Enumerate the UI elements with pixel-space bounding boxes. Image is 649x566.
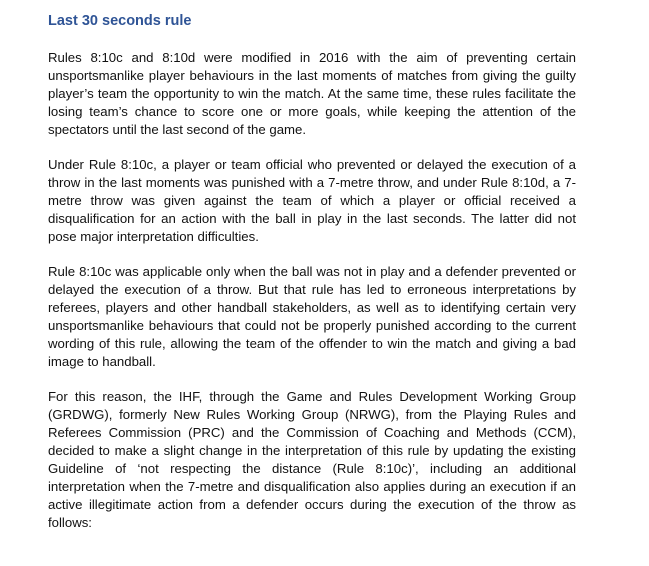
section-heading: Last 30 seconds rule (48, 13, 192, 29)
paragraph-2: Under Rule 8:10c, a player or team official who prevented or delayed the execution of a throw in the last moments was punished with a 7-metre throw, and under Rule 8:10d, a 7-metre throw was given against the team of which a player or official received a disqualification for an action with the ball in play in the last seconds. The latter did not pose major interpretation difficulties. (48, 157, 576, 244)
paragraph-3: Rule 8:10c was applicable only when the ball was not in play and a defender prevented or delayed the execution of a throw. But that rule has led to erroneous interpretations by referees, players and other handball stakeholders, as well as to identifying certain very unsportsmanlike behaviours that could not be properly punished according to the current wording of this rule, allowing the team of the offender to win the match and giving a bad image to handball. (48, 264, 576, 369)
document-page (48, 12, 576, 549)
paragraph-1: Rules 8:10c and 8:10d were modified in 2016 with the aim of preventing certain unsportsmanlike player behaviours in the last moments of matches from giving the guilty player’s team the opportunity to win the match. At the same time, these rules facilitate the losing team’s chance to score one or more goals, while keeping the attention of the spectators until the last second of the game. (48, 50, 576, 137)
paragraph-4: For this reason, the IHF, through the Game and Rules Development Working Group (GRDWG), formerly New Rules Working Group (NRWG), from the Playing Rules and Referees Commission (PRC) and the Commission of Coaching and Methods (CCM), decided to make a slight change in the interpretation of this rule by updating the existing Guideline of ‘not respecting the distance (Rule 8:10c)’, including an additional interpretation when the 7-metre and disqualification also applies during an execution if an active illegitimate action from a defender occurs during the execution of the throw as follows: (48, 389, 576, 530)
